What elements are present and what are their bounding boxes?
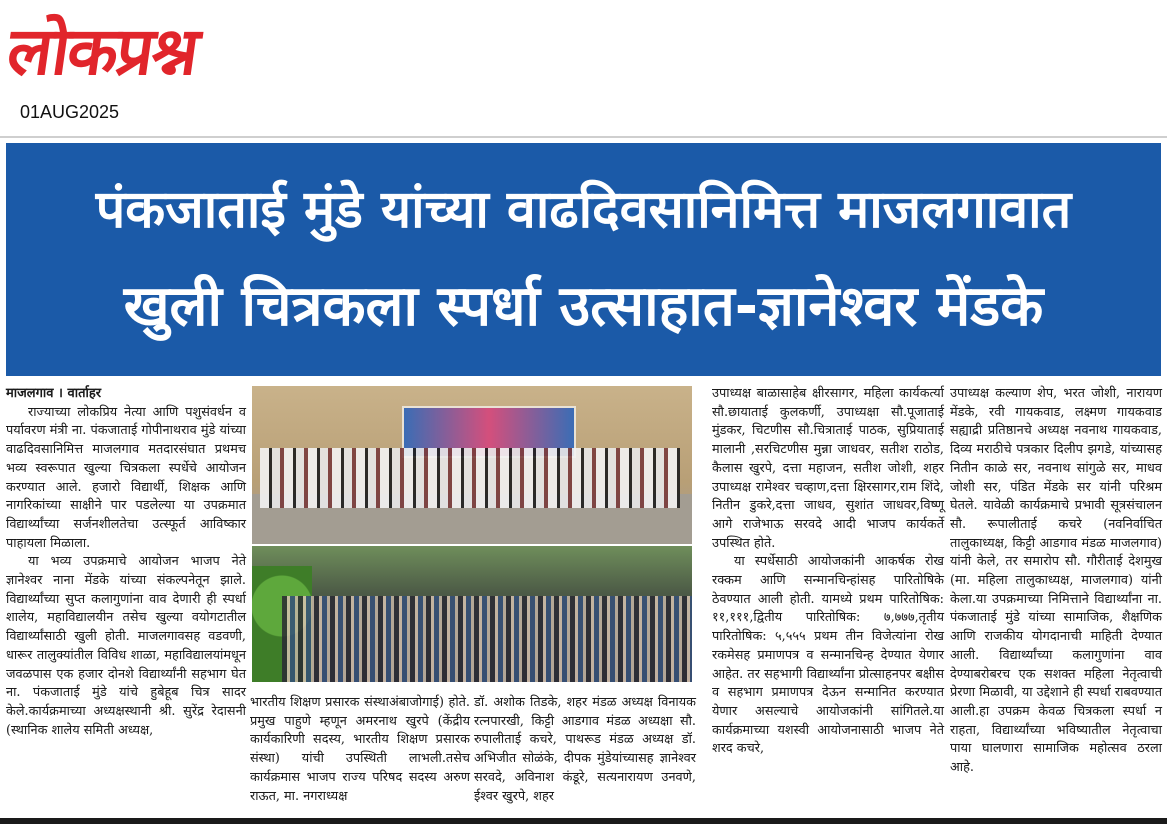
article-column-5 bbox=[950, 385, 1162, 778]
paragraph: भारतीय शिक्षण प्रसारक संस्थाअंबाजोगाई) होते. प्रमुख पाहुणे म्हणून अमरनाथ खुरपे (केंद्रीय कार्यकारिणी सदस्य, भारतीय शिक्षण प्रसारक संस्था) यांची उपस्थिती लाभली.तसेच कार्यक्रमास भाजप राज्य परिषद सदस्य अरुण राऊत, मा. नगराध्यक्ष bbox=[250, 695, 470, 804]
headline-line-2: खुली चित्रकला स्पर्धा उत्साहात-ज्ञानेश्वर मेंडके bbox=[123, 274, 1044, 339]
headline-line-1: पंकजाताई मुंडे यांच्या वाढदिवसानिमित्त माजलगावात bbox=[95, 180, 1072, 240]
issue-date: 01AUG2025 bbox=[20, 102, 120, 122]
masthead-divider bbox=[0, 136, 1167, 138]
paragraph: डॉ. अशोक तिडके, शहर मंडळ अध्यक्ष विनायक रत्नपारखी, किट्टी आडगाव मंडळ अध्यक्षा सौ. रुपालीताई कचरे, पाथरूड मंडळ अध्यक्ष डॉ. अभिजीत सोळंके, दीपक मुंडेयांच्यासह ज्ञानेश्वर सरवदे, अविनाश कंडूरे, सत्यनारायण उनवणे, ईश्वर खुरपे, शहर bbox=[474, 695, 696, 804]
paragraph: राज्याच्या लोकप्रिय नेत्या आणि पशुसंवर्धन व पर्यावरण मंत्री ना. पंकजाताई गोपीनाथराव मुंडे यांच्या वाढदिवसानिमित्त माजलगाव मतदारसंघात प्रथमच भव्य स्वरूपात खुल्या चित्रकला स्पर्धेचे आयोजन करण्यात आले. हजारो विद्यार्थी, शिक्षक आणि नागरिकांच्या साक्षीने पार पडलेल्या या उपक्रमात विद्यार्थ्यांच्या सर्जनशीलतेचा उत्स्फूर्त आविष्कार पाहायला मिळाला. bbox=[6, 404, 246, 551]
paragraph: या भव्य उपक्रमाचे आयोजन भाजप नेते ज्ञानेश्वर नाना मेंडके यांच्या संकल्पनेतून झाले. विद्यार्थ्यांच्या सुप्त कलागुणांना वाव देणारी ही स्पर्धा शालेय, महाविद्यालयीन तसेच खुल्या वयोगटातील विद्यार्थ्यांसाठी खुली होती. माजलगावसह वडवणी, धारूर तालुक्यांतील विविध शाळा, महाविद्यालयांमधून जवळपास एक हजार दोनशे विद्यार्थ्यांनी सहभाग घेत ना. पंकजाताई मुंडे यांचे हुबेहूब चित्र सादर केले.कार्यक्रमाच्या अध्यक्षस्थानी श्री. सुरेंद्र रेदासनी (स्थानिक शालेय समिती अध्यक्ष, bbox=[6, 554, 246, 738]
paragraph: उपाध्यक्ष बाळासाहेब क्षीरसागर, महिला कार्यकर्त्या सौ.छायाताई कुलकर्णी, उपाध्यक्षा सौ.पूजाताई मुंडकर, चिटणीस सौ.चित्राताई पाठक, सुप्रियाताई मालानी ,सरचिटणीस मुन्ना जाधवर, सतीश राठोड, कैलास खुरपे, दत्ता महाजन, सतीश जोशी, शहर उपाध्यक्ष रामेश्वर चव्हाण,दत्ता क्षिरसागर,राम शिंदे, नितीन डुकरे,दत्ता जाधव, सुशांत जाधवर,विष्णू आगे राजेभाऊ सरवदे आदी भाजप कार्यकर्ते उपस्थित होते. bbox=[712, 386, 944, 551]
article-column-3 bbox=[474, 694, 696, 806]
event-photo bbox=[252, 386, 692, 682]
headline-banner bbox=[6, 143, 1161, 376]
dignitaries-group bbox=[260, 448, 680, 508]
article-column-4 bbox=[712, 385, 944, 759]
article-column-1 bbox=[6, 385, 246, 740]
logo-wordmark: लोकप्रश्न bbox=[2, 13, 203, 90]
paragraph: उपाध्यक्ष कल्याण शेप, भरत जोशी, नारायण मेंडके, रवी गायकवाड, लक्ष्मण गायकवाड सह्याद्री प्रतिष्ठानचे अध्यक्ष नवनाथ गायकवाड, दिव्य मराठीचे पत्रकार दिलीप झगडे, यांच्यासह नितीन काळे सर, नवनाथ सांगुळे सर, माधव जोशी सर, पंडित मेंडके सर यांनी परिश्रम घेतले. यावेळी कार्यक्रमाचे प्रभावी सूत्रसंचालन सौ. रूपालीताई कचरे (नवनिर्वाचित तालुकाध्यक्ष, किट्टी आडगाव मंडळ माजलगाव) यांनी केले, तर समारोप सौ. गौरीताई देशमुख (मा. महिला तालुकाध्यक्ष, माजलगाव) यांनी केला.या उपक्रमाच्या निमित्ताने विद्यार्थ्यांना ना. पंकजाताई मुंडे यांच्या सामाजिक, शैक्षणिक आणि राजकीय योगदानाची माहिती देण्यात आली. विद्यार्थ्यांच्या कलागुणांना वाव देण्याबरोबरच एक सशक्त महिला नेतृत्वाची प्रेरणा मिळावी, या उद्देशाने ही स्पर्धा राबवण्यात आली.हा उपक्रम केवळ चित्रकला स्पर्धा न राहता, विद्यार्थ्यांच्या भविष्यातील नेतृत्वाचा पाया घालणारा सामाजिक महोत्सव ठरला आहे. bbox=[950, 386, 1162, 776]
dateline: माजलगाव । वार्ताहर bbox=[6, 386, 102, 401]
student-crowd bbox=[282, 596, 692, 682]
article-column-2 bbox=[250, 694, 470, 806]
paragraph: या स्पर्धेसाठी आयोजकांनी आकर्षक रोख रक्कम आणि सन्मानचिन्हांसह पारितोषिके ठेवण्यात आली होती. यामध्ये प्रथम पारितोषिक: ११,१११,द्वितीय पारितोषिक: ७,७७७,तृतीय पारितोषिक: ५,५५५ प्रथम तीन विजेत्यांना रोख रकमेसह प्रमाणपत्र व सन्मानचिन्ह देण्यात येणार आहेत. तर सहभागी विद्यार्थ्यांना प्रोत्साहनपर बक्षीस व सहभाग प्रमाणपत्र देऊन सन्मानित करण्यात येणार असल्याचे आयोजकांनी सांगितले.या कार्यक्रमाच्या यशस्वी आयोजनासाठी भाजप नेते शरद कचरे, bbox=[712, 554, 944, 757]
page-bottom-rule bbox=[0, 818, 1167, 824]
newspaper-logo bbox=[2, 6, 288, 98]
masthead bbox=[0, 0, 1167, 136]
